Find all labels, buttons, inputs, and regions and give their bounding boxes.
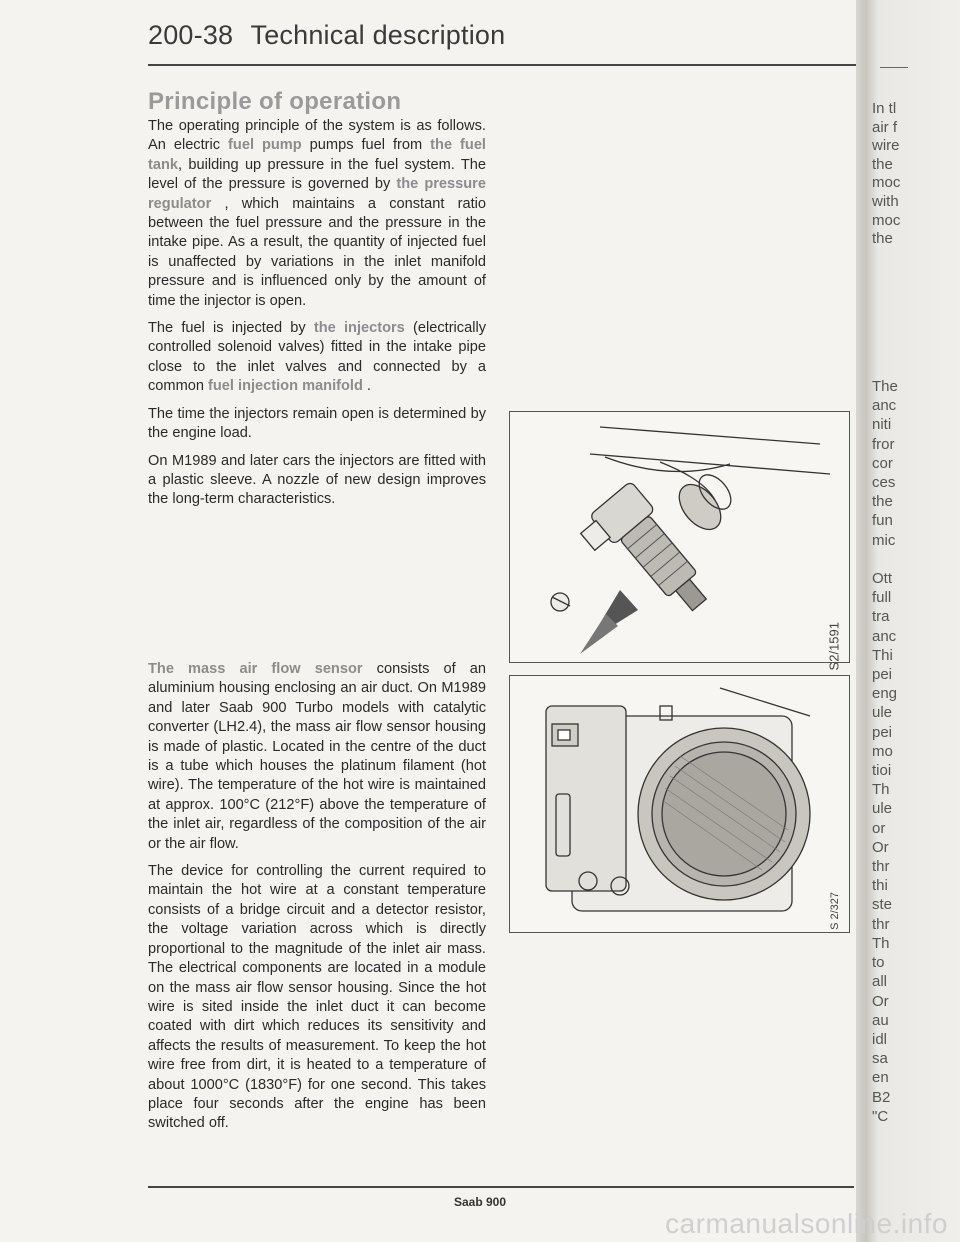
facing-page-fragment: ces xyxy=(872,474,896,492)
footer-rule xyxy=(148,1186,854,1188)
facing-page-fragment: air f xyxy=(872,118,898,136)
page-header xyxy=(148,20,505,51)
text-column-principle xyxy=(148,117,486,518)
paragraph xyxy=(148,319,486,397)
facing-page-fragment: cor xyxy=(872,454,893,472)
facing-page-fragment: en xyxy=(872,1069,889,1087)
figure-mass-air-flow-sensor xyxy=(509,675,850,933)
text-column-mass-air-flow xyxy=(148,660,486,1142)
facing-page-fragment: Th xyxy=(872,781,890,799)
facing-page-fragment: In tl xyxy=(872,100,897,117)
facing-page-fragment: ste xyxy=(872,896,893,914)
highlighted-term: the injectors xyxy=(313,320,405,337)
footer-text: Saab 900 xyxy=(453,1195,507,1209)
facing-page-fragment: Or xyxy=(872,992,889,1010)
facing-page-fragment: pei xyxy=(872,723,893,741)
facing-page-fragment: idl xyxy=(872,1030,888,1048)
facing-page-fragment: moc xyxy=(872,211,901,229)
text-run: On M1989 and later cars the injectors are fitted with a plastic sleeve. A nozzle of new design improves the long-term characteristics. xyxy=(148,452,486,508)
page-number: 200-38 xyxy=(148,20,234,50)
injector-illustration xyxy=(510,412,849,662)
text-run: pumps fuel from xyxy=(301,137,431,154)
paragraph xyxy=(148,452,486,510)
header-title: Technical description xyxy=(250,20,506,50)
facing-page-fragment: or xyxy=(872,819,886,837)
facing-page-fragment: to xyxy=(872,954,885,972)
facing-page-fragment: Thi xyxy=(872,646,893,664)
facing-page-fragment: sa xyxy=(872,1050,888,1068)
facing-page-fragment: thr xyxy=(872,858,890,876)
facing-page-fragment: ule xyxy=(872,704,893,722)
text-run: , which maintains a constant ratio between the fuel pressure and the pressure in the intake pipe. As a result, the quantity of injected fuel is unaffected by variations in the inlet manifold pressure and is influenced only by the amount of time the injector is open. xyxy=(148,195,486,309)
facing-page-fragment: fun xyxy=(872,512,893,530)
facing-page-fragment: B2 xyxy=(872,1088,891,1106)
text-run: , building up pressure in the fuel system. The level of the pressure is governed by xyxy=(148,156,486,193)
text-run: consists of an aluminium housing enclosing an air duct. On M1989 and later Saab 900 Turbo models with catalytic converter (LH2.4), the mass air flow sensor housing is made of plastic. Located in the centre of the duct is a tube which houses the platinum filament (hot wire). The temperature of the hot wire is maintained at approx. 100°C (212°F) above the temperature of the inlet air, regardless of the composition of the air or the air flow. xyxy=(148,661,486,852)
facing-page-text-top xyxy=(872,100,960,249)
facing-page-fragment: pei xyxy=(872,666,893,684)
facing-page-fragment: tioi xyxy=(872,762,892,780)
paragraph xyxy=(148,660,486,854)
facing-page-fragment: fror xyxy=(872,435,895,453)
paragraph xyxy=(148,117,486,311)
facing-page-fragment: the xyxy=(872,230,893,248)
facing-page-fragment: with xyxy=(872,192,899,210)
facing-page-fragment: tra xyxy=(872,608,890,626)
facing-page-fragment: wire xyxy=(872,137,900,155)
facing-page-fragment: mo xyxy=(872,742,893,760)
header-rule xyxy=(148,64,856,66)
text-run: . xyxy=(362,378,371,395)
facing-page-fragment: the xyxy=(872,155,893,173)
facing-page-fragment: mic xyxy=(872,531,896,549)
facing-page-fragment: The xyxy=(872,378,898,395)
highlighted-term: The mass air flow sensor xyxy=(148,661,363,677)
facing-page-fragment: "C xyxy=(872,1107,889,1125)
facing-page-fragment: ule xyxy=(872,800,893,818)
figure-injector xyxy=(509,411,850,671)
paragraph xyxy=(148,405,486,444)
text-run: The device for controlling the current required to maintain the hot wire at a constant temperature consists of a bridge circuit and a detector resistor, the voltage variation across which is directly proportional to the magnitude of the inlet air mass. The electrical components are located in a module on the mass air flow sensor housing. Since the hot wire is sited inside the inlet duct it can become coated with dirt which reduces its sensitivity and affects the results of measurement. To keep the hot wire free from dirt, it is heated to a temperature of about 1000°C (1830°F) for one second. This takes place four seconds after the engine has been switched off. xyxy=(148,863,486,1132)
facing-page-fragment: Th xyxy=(872,934,890,952)
highlighted-term: fuel injection manifold xyxy=(208,378,363,395)
facing-page-fragment: the xyxy=(872,493,893,511)
facing-page-fragment: niti xyxy=(872,416,892,434)
highlighted-term: the pressure regulator xyxy=(148,176,486,212)
facing-page-fragment: Ott xyxy=(872,570,893,588)
header-rule-right xyxy=(880,67,908,68)
watermark: carmanualsonline.info xyxy=(665,1208,948,1239)
facing-page-fragment: anc xyxy=(872,397,897,415)
facing-page-fragment: thi xyxy=(872,877,888,895)
figure-code-air-flow-sensor: S 2/327 xyxy=(829,892,841,930)
figure-code-injector: S2/1591 xyxy=(826,622,841,671)
facing-page-fragment: Or xyxy=(872,838,889,856)
facing-page-fragment: thr xyxy=(872,915,890,933)
facing-page-fragment: anc xyxy=(872,627,897,645)
highlighted-term: fuel pump xyxy=(228,137,302,154)
text-run: The operating principle of the system is as follows. An electric xyxy=(148,118,486,154)
highlighted-term: the fuel tank xyxy=(148,137,486,173)
facing-page-fragment: eng xyxy=(872,685,898,703)
facing-page-fragment: moc xyxy=(872,174,901,192)
air-flow-sensor-illustration xyxy=(510,676,849,932)
facing-page-fragment: all xyxy=(872,973,888,991)
facing-page-text-middle xyxy=(872,377,960,1126)
text-run: The fuel is injected by xyxy=(148,320,314,337)
section-title: Principle of operation xyxy=(148,88,402,115)
paragraph xyxy=(148,862,486,1134)
text-run: The time the injectors remain open is determined by the engine load. xyxy=(148,405,486,442)
facing-page-fragment xyxy=(872,550,960,569)
facing-page-fragment: au xyxy=(872,1011,889,1029)
facing-page-fragment: full xyxy=(872,589,892,607)
text-run: (electrically controlled solenoid valves) fitted in the intake pipe close to the inlet valves and connected by a common xyxy=(148,320,486,395)
